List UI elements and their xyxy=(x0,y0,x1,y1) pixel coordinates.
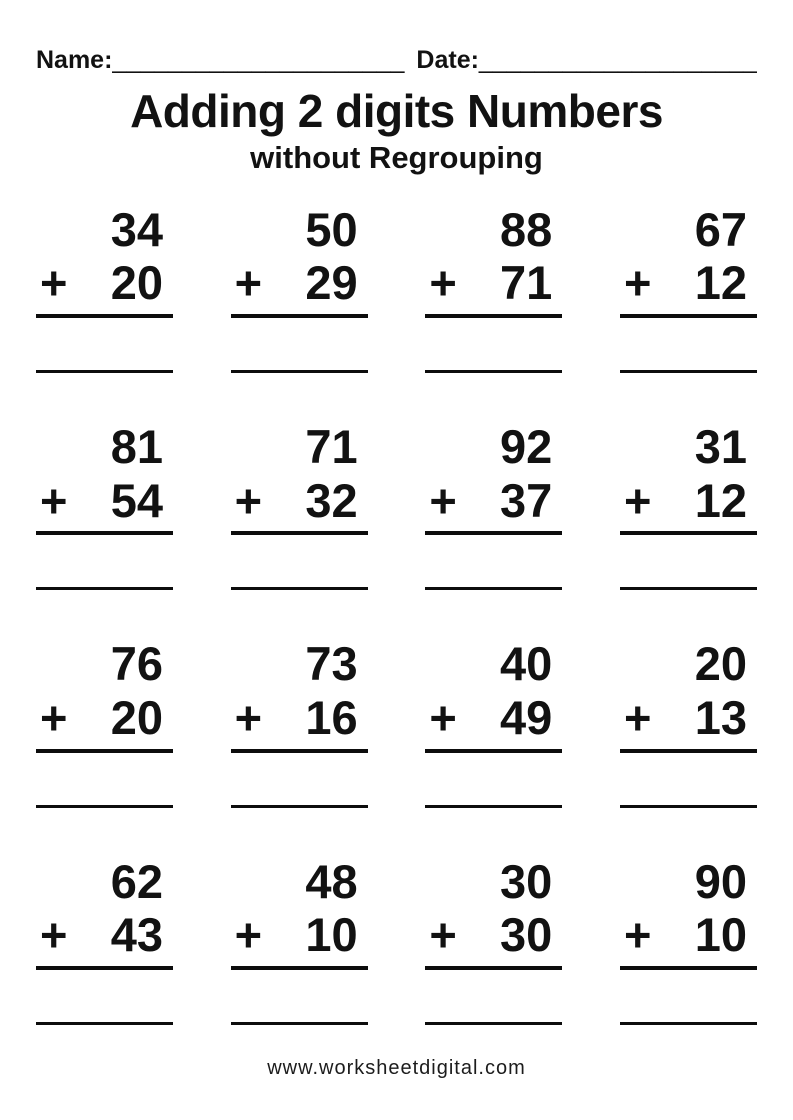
plus-operator: + xyxy=(429,908,457,962)
plus-operator: + xyxy=(623,690,652,744)
sum-rule xyxy=(620,749,757,753)
addend-bottom: 71 xyxy=(500,256,553,310)
addend-bottom-row xyxy=(231,255,368,314)
plus-operator: + xyxy=(40,908,68,962)
addend-bottom: 10 xyxy=(305,908,358,962)
answer-line xyxy=(231,1022,368,1025)
addend-bottom: 12 xyxy=(694,473,747,527)
addend-bottom: 20 xyxy=(110,256,163,310)
plus-operator: + xyxy=(623,473,652,527)
addend-top: 31 xyxy=(694,419,747,473)
addend-bottom-row xyxy=(425,907,562,966)
addend-top: 92 xyxy=(500,419,553,473)
plus-operator: + xyxy=(234,908,263,962)
addition-problem-16 xyxy=(620,856,757,1025)
addend-bottom: 37 xyxy=(500,473,553,527)
addend-bottom-row xyxy=(425,255,562,314)
sum-rule xyxy=(425,966,562,970)
addition-problem-10 xyxy=(231,638,368,807)
addend-top: 71 xyxy=(305,419,358,473)
addend-top: 62 xyxy=(110,854,163,908)
addend-top: 50 xyxy=(305,202,358,256)
addend-bottom: 30 xyxy=(500,908,553,962)
addend-bottom: 32 xyxy=(305,473,358,527)
addend-top: 81 xyxy=(110,419,163,473)
plus-operator: + xyxy=(40,256,68,310)
addend-bottom: 12 xyxy=(694,256,747,310)
sum-rule xyxy=(620,966,757,970)
answer-line xyxy=(36,370,173,373)
plus-operator: + xyxy=(40,473,68,527)
addend-top: 67 xyxy=(694,202,747,256)
answer-line xyxy=(620,805,757,808)
name-date-row xyxy=(36,46,757,75)
answer-line xyxy=(36,1022,173,1025)
plus-operator: + xyxy=(429,256,457,310)
plus-operator: + xyxy=(429,690,457,744)
name-label: Name: xyxy=(36,46,113,74)
plus-operator: + xyxy=(234,690,263,744)
plus-operator: + xyxy=(623,256,652,310)
addend-top: 73 xyxy=(305,637,358,691)
addition-problem-9 xyxy=(36,638,173,807)
sum-rule xyxy=(36,314,173,318)
answer-line xyxy=(231,370,368,373)
sum-rule xyxy=(231,531,368,535)
sum-rule xyxy=(620,531,757,535)
addition-problem-15 xyxy=(425,856,562,1025)
sum-rule xyxy=(231,966,368,970)
addition-problem-7 xyxy=(425,421,562,590)
answer-line xyxy=(620,587,757,590)
addend-bottom: 49 xyxy=(500,690,553,744)
addend-bottom: 29 xyxy=(305,256,358,310)
plus-operator: + xyxy=(623,908,652,962)
sum-rule xyxy=(36,966,173,970)
plus-operator: + xyxy=(429,473,457,527)
problems-grid xyxy=(36,204,757,1026)
addend-top: 34 xyxy=(110,202,163,256)
answer-line xyxy=(231,587,368,590)
addend-bottom: 16 xyxy=(305,690,358,744)
addend-top: 40 xyxy=(500,637,553,691)
answer-line xyxy=(620,1022,757,1025)
addend-bottom: 43 xyxy=(110,908,163,962)
answer-line xyxy=(425,587,562,590)
addend-bottom-row xyxy=(425,690,562,749)
date-blank-line: ____________________ xyxy=(478,46,757,74)
addend-bottom-row xyxy=(620,255,757,314)
worksheet-title: Adding 2 digits Numbers xyxy=(130,85,663,137)
plus-operator: + xyxy=(234,256,263,310)
addend-bottom: 20 xyxy=(110,690,163,744)
addend-bottom: 13 xyxy=(694,690,747,744)
addition-problem-6 xyxy=(231,421,368,590)
addend-bottom-row xyxy=(231,690,368,749)
addend-top: 90 xyxy=(694,854,747,908)
addend-bottom-row xyxy=(36,690,173,749)
addition-problem-1 xyxy=(36,204,173,373)
addend-top: 48 xyxy=(305,854,358,908)
sum-rule xyxy=(425,749,562,753)
addition-problem-12 xyxy=(620,638,757,807)
addend-top: 20 xyxy=(694,637,747,691)
answer-line xyxy=(620,370,757,373)
addition-problem-2 xyxy=(231,204,368,373)
worksheet-subtitle: without Regrouping xyxy=(250,139,543,175)
answer-line xyxy=(36,587,173,590)
answer-line xyxy=(425,805,562,808)
sum-rule xyxy=(425,531,562,535)
sum-rule xyxy=(425,314,562,318)
addition-problem-5 xyxy=(36,421,173,590)
answer-line xyxy=(425,1022,562,1025)
plus-operator: + xyxy=(40,690,68,744)
addend-top: 30 xyxy=(500,854,553,908)
website-url: www.worksheetdigital.com xyxy=(267,1057,526,1079)
addend-bottom-row xyxy=(231,907,368,966)
addition-problem-3 xyxy=(425,204,562,373)
sum-rule xyxy=(36,531,173,535)
sum-rule xyxy=(231,749,368,753)
addition-problem-4 xyxy=(620,204,757,373)
answer-line xyxy=(231,805,368,808)
addition-problem-13 xyxy=(36,856,173,1025)
addend-bottom-row xyxy=(36,907,173,966)
addend-bottom-row xyxy=(36,473,173,532)
sum-rule xyxy=(620,314,757,318)
addend-bottom-row xyxy=(425,473,562,532)
answer-line xyxy=(425,370,562,373)
answer-line xyxy=(36,805,173,808)
addition-problem-8 xyxy=(620,421,757,590)
addend-bottom-row xyxy=(620,907,757,966)
name-blank-line: _____________________ xyxy=(112,46,405,74)
addition-problem-11 xyxy=(425,638,562,807)
addition-problem-14 xyxy=(231,856,368,1025)
addend-top: 88 xyxy=(500,202,553,256)
addend-bottom: 54 xyxy=(110,473,163,527)
addend-bottom: 10 xyxy=(694,908,747,962)
addend-bottom-row xyxy=(231,473,368,532)
addend-top: 76 xyxy=(110,637,163,691)
sum-rule xyxy=(36,749,173,753)
addend-bottom-row xyxy=(620,690,757,749)
plus-operator: + xyxy=(234,473,263,527)
date-label: Date: xyxy=(416,46,479,74)
sum-rule xyxy=(231,314,368,318)
addend-bottom-row xyxy=(36,255,173,314)
addend-bottom-row xyxy=(620,473,757,532)
